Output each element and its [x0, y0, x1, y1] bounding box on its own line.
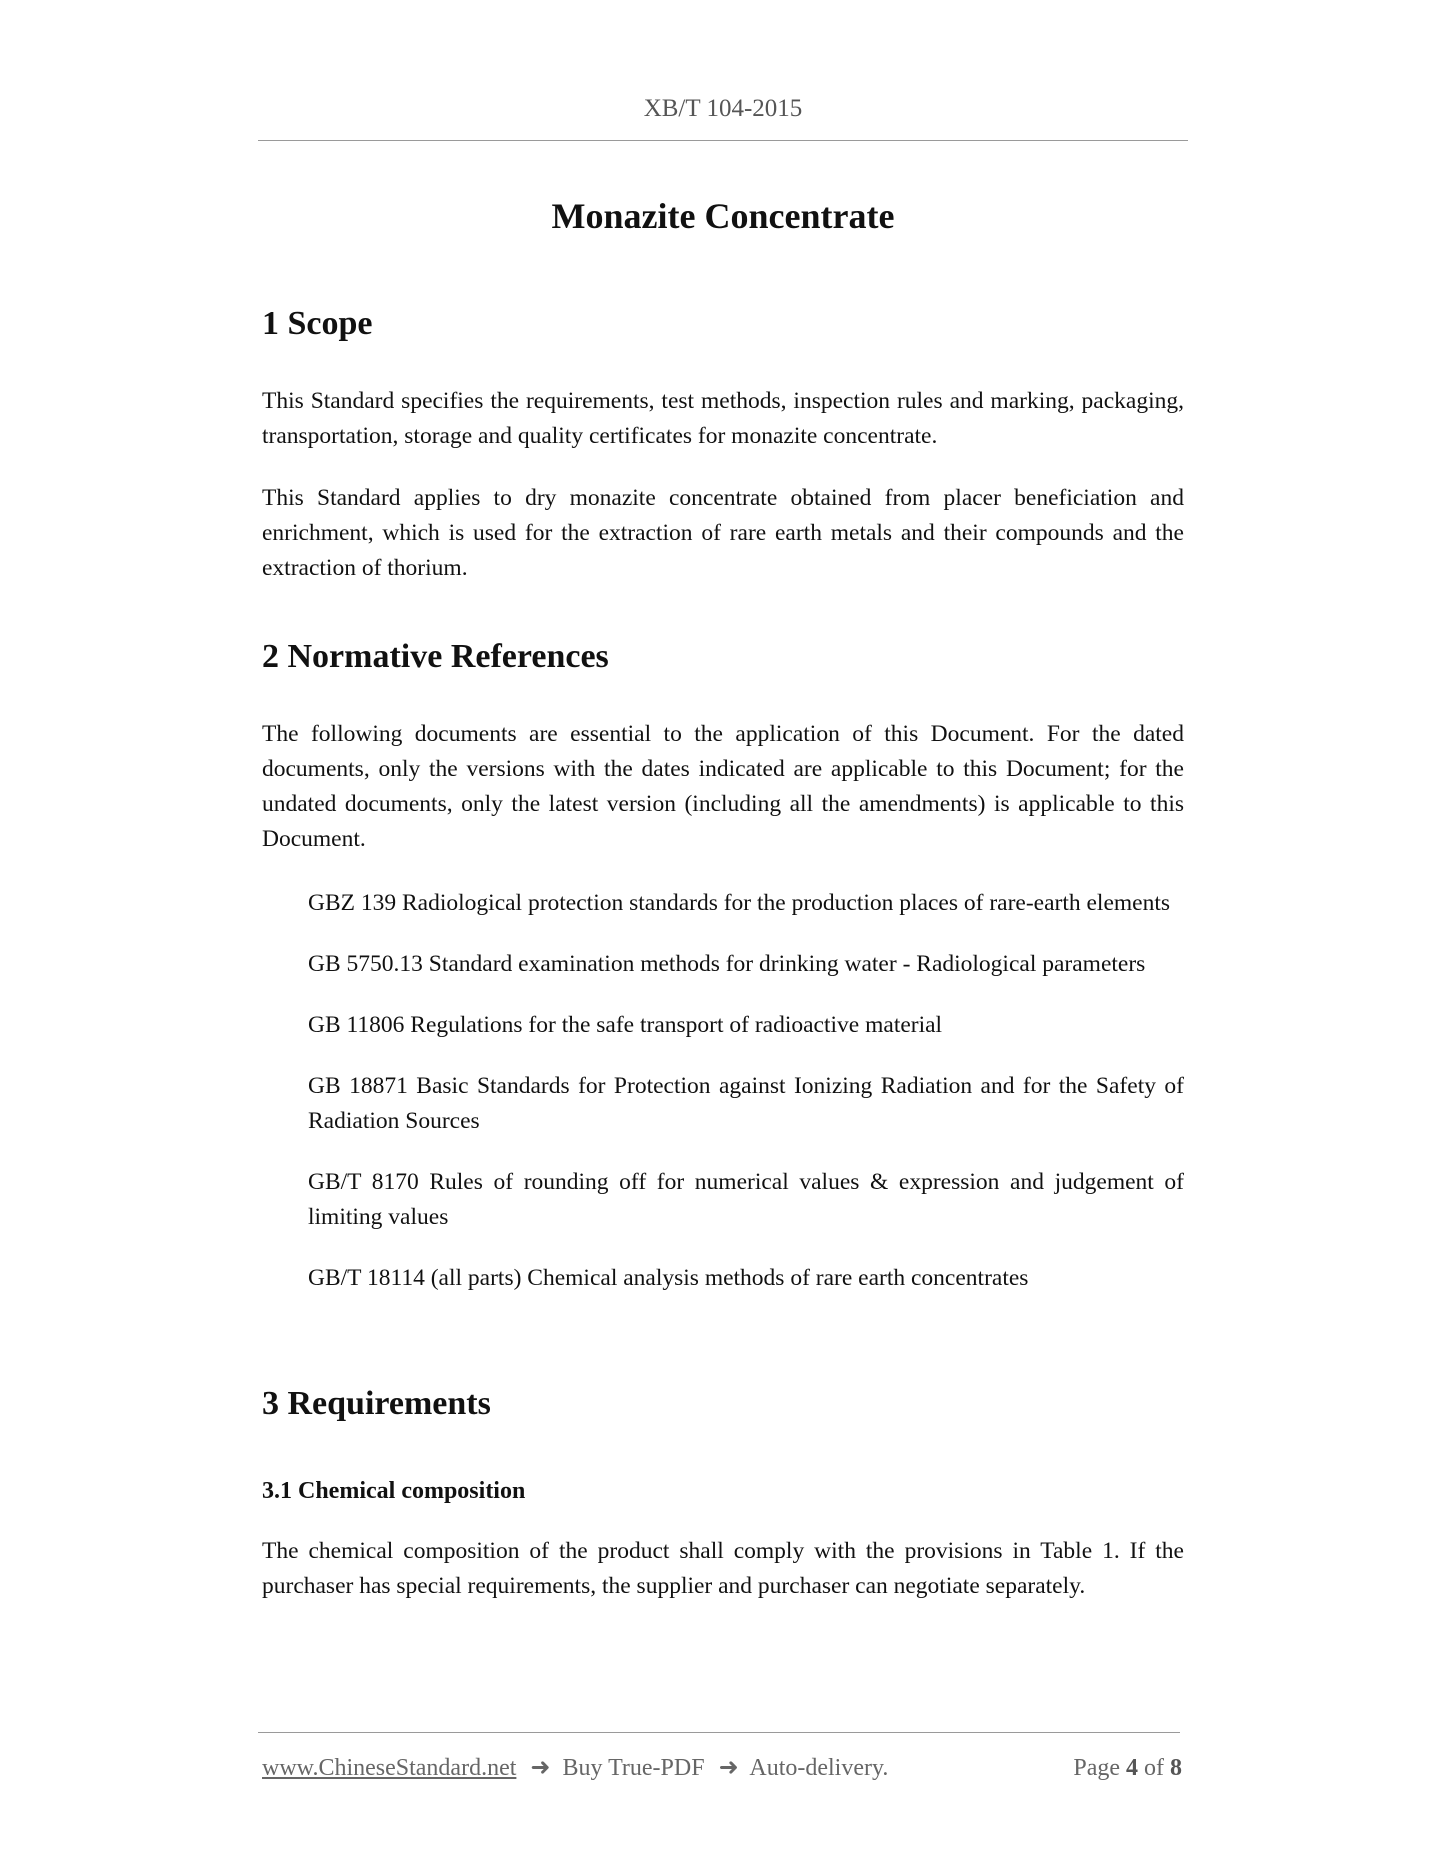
reference-item: GBZ 139 Radiological protection standards for the production places of rare-earth elements — [308, 890, 1171, 916]
footer-buy-text: Buy True-PDF — [562, 1755, 705, 1781]
page-footer — [262, 1751, 1182, 1785]
footer-delivery-text: Auto-delivery. — [749, 1755, 889, 1781]
reference-item: GB/T 18114 (all parts) Chemical analysis methods of rare earth concentrates — [308, 1265, 1029, 1291]
scope-paragraph-2: This Standard applies to dry monazite concentrate obtained from placer beneficiation and enrichment, which is used for the extraction of rare earth metals and their compounds and the extraction of thorium. — [262, 485, 1184, 581]
footer-divider — [258, 1732, 1180, 1733]
section-scope-heading: 1 Scope — [262, 305, 373, 342]
subsection-chemical-composition-heading: 3.1 Chemical composition — [262, 1478, 526, 1504]
right-arrow-icon: ➜ — [718, 1755, 739, 1781]
page-of-label: of — [1144, 1755, 1164, 1781]
header-divider — [258, 140, 1188, 141]
normative-intro-paragraph: The following documents are essential to the application of this Document. For the dated documents, only the versions with the dates indicated are applicable to this Document; for the undated documents, only the latest version (including all the amendments) is applicable to this Document. — [262, 721, 1184, 852]
page-current-number: 4 — [1126, 1755, 1138, 1781]
reference-item: GB 18871 Basic Standards for Protection against Ionizing Radiation and for the Safety of Radiation Sources — [308, 1073, 1184, 1134]
page-indicator — [1073, 1751, 1182, 1785]
right-arrow-icon: ➜ — [530, 1755, 551, 1781]
reference-item: GB/T 8170 Rules of rounding off for numerical values & expression and judgement of limiting values — [308, 1169, 1184, 1230]
reference-item: GB 11806 Regulations for the safe transport of radioactive material — [308, 1012, 943, 1038]
header-standard-code: XB/T 104-2015 — [643, 95, 803, 122]
scope-paragraph-1: This Standard specifies the requirements, test methods, inspection rules and marking, packaging, transportation, storage and quality certificates for monazite concentrate. — [262, 388, 1184, 449]
section-normative-references-heading: 2 Normative References — [262, 638, 609, 675]
normative-reference-list — [308, 886, 1184, 1322]
document-title: Monazite Concentrate — [551, 196, 895, 236]
page-total-number: 8 — [1170, 1755, 1182, 1781]
requirements-paragraph-1: The chemical composition of the product shall comply with the provisions in Table 1. If the purchaser has special requirements, the supplier and purchaser can negotiate separately. — [262, 1538, 1184, 1599]
section-requirements-heading: 3 Requirements — [262, 1385, 491, 1422]
reference-item: GB 5750.13 Standard examination methods for drinking water - Radiological parameters — [308, 951, 1146, 977]
footer-website-link[interactable]: www.ChineseStandard.net — [262, 1755, 517, 1781]
page-label: Page — [1073, 1755, 1120, 1781]
